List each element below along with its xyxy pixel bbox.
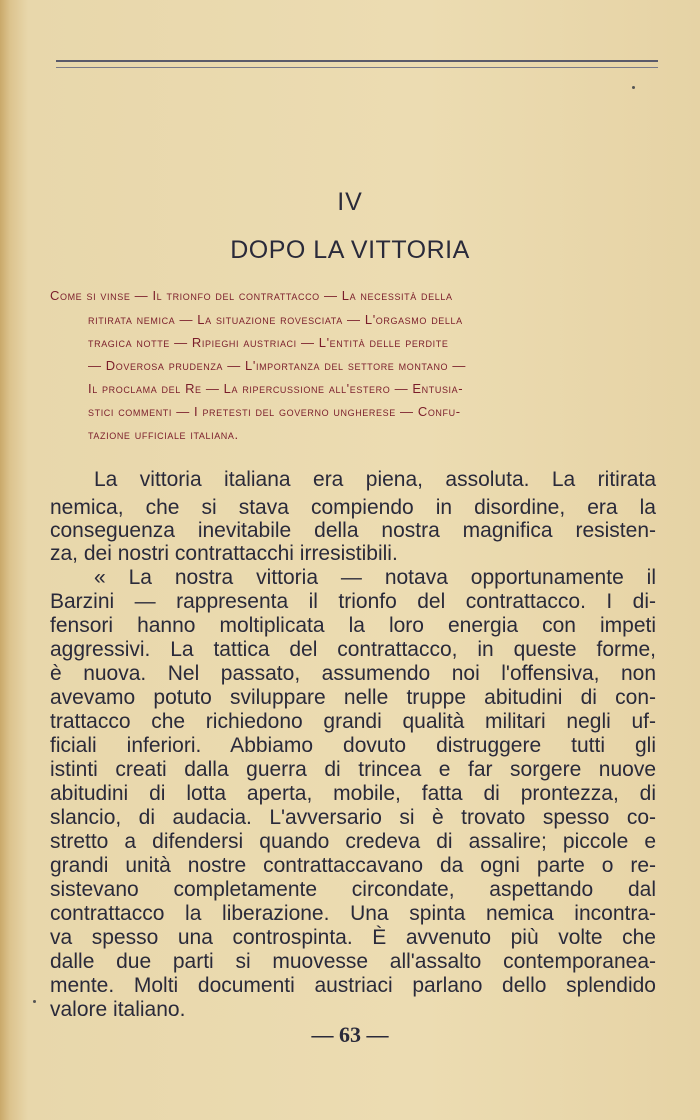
summary-line: Come si vinse — Il trionfo del contrattacco — La necessità della xyxy=(50,288,453,303)
text-line: grandi unità nostre contrattaccavano da ogni parte o re- xyxy=(50,854,656,877)
summary-line: Il proclama del Re — La ripercussione all'estero — Entusia- xyxy=(88,381,464,396)
ink-speck xyxy=(33,1000,36,1003)
text-line: dalle due parti si muovesse all'assalto contemporanea- xyxy=(50,950,656,973)
text-line: va spesso una controspinta. È avvenuto più volte che xyxy=(50,926,656,949)
text-line: istinti creati dalla guerra di trincea e far sorgere nuove xyxy=(50,758,656,781)
text-line: slancio, di audacia. L'avversario si è trovato spesso co- xyxy=(50,806,656,829)
text-line: aggressivi. La tattica del contrattacco, in queste forme, xyxy=(50,638,656,661)
text-line: sistevano completamente circondate, aspettando dal xyxy=(50,878,656,901)
text-line: stretto a difendersi quando credeva di assalire; piccole e xyxy=(50,830,656,853)
text-line: za, dei nostri contrattacchi irresistibili. xyxy=(50,542,398,565)
text-line: trattacco che richiedono grandi qualità militari negli uf- xyxy=(50,710,656,733)
text-line: ficiali inferiori. Abbiamo dovuto distruggere tutti gli xyxy=(50,734,656,757)
text-line: è nuova. Nel passato, assumendo noi l'offensiva, non xyxy=(50,662,656,685)
text-line: contrattacco la liberazione. Una spinta nemica incontra- xyxy=(50,902,656,925)
text-line: abitudini di lotta aperta, mobile, fatta di prontezza, di xyxy=(50,782,656,805)
summary-line: stici commenti — I pretesti del governo ungherese — Confu- xyxy=(88,404,461,419)
text-line: La vittoria italiana era piena, assoluta. La ritirata xyxy=(94,468,656,491)
header-rule xyxy=(56,60,658,62)
summary-line: tragica notte — Ripieghi austriaci — L'entità delle perdite xyxy=(88,335,449,350)
page-number: — 63 — xyxy=(311,1022,389,1047)
text-line: mente. Molti documenti austriaci parlano dello splendido xyxy=(50,974,656,997)
summary-line: — Doverosa prudenza — L'importanza del settore montano — xyxy=(88,358,466,373)
text-line: nemica, che si stava compiendo in disordine, era la xyxy=(50,496,656,519)
summary-line: ritirata nemica — La situazione rovesciata — L'orgasmo della xyxy=(88,312,463,327)
header-rule-thin xyxy=(56,67,658,68)
text-line: conseguenza inevitabile della nostra magnifica resisten- xyxy=(50,519,656,542)
text-line: avevamo potuto sviluppare nelle truppe abitudini di con- xyxy=(50,686,656,709)
chapter-title: DOPO LA VITTORIA xyxy=(230,236,470,264)
chapter-number: IV xyxy=(337,188,363,216)
text-line: fensori hanno moltiplicata la loro energia con impeti xyxy=(50,614,656,637)
text-line: « La nostra vittoria — notava opportunamente il xyxy=(94,566,656,589)
ink-speck xyxy=(632,86,635,89)
summary-line: tazione ufficiale italiana. xyxy=(88,427,239,442)
text-line: Barzini — rappresenta il trionfo del contrattacco. I di- xyxy=(50,590,656,613)
text-line: valore italiano. xyxy=(50,998,186,1021)
